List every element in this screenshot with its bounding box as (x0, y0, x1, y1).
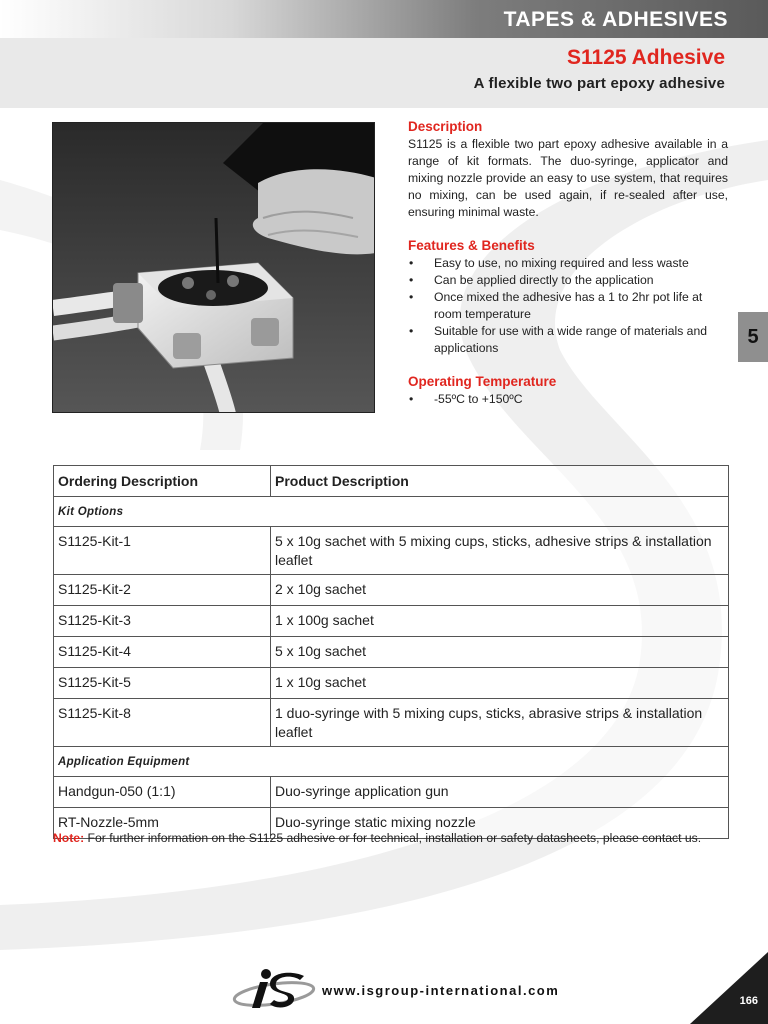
text-column (408, 118, 728, 408)
description-text: S1125 is a flexible two part epoxy adhesive available in a range of kit formats. The duo-syringe, applicator and mixing nozzle provide an easy to use system, that requires no mixing, can be used again, if re-sealed after use, ensuring minimal waste. (408, 137, 728, 219)
ordering-code: S1125-Kit-1 (54, 527, 271, 575)
operating-temperature-heading: Operating Temperature (408, 374, 557, 389)
adhesive-application-illustration (53, 123, 375, 413)
product-description: 5 x 10g sachet with 5 mixing cups, sticks, adhesive strips & installation leaflet (271, 527, 729, 575)
group-row (54, 747, 729, 777)
table-row (54, 637, 729, 668)
temperature-text: -55ºC to +150ºC (434, 392, 523, 406)
list-item (408, 289, 728, 323)
ordering-code: S1125-Kit-5 (54, 668, 271, 699)
bullet: • (409, 392, 414, 406)
ordering-code: S1125-Kit-4 (54, 637, 271, 668)
table-row (54, 606, 729, 637)
product-title: S1125 Adhesive (567, 46, 725, 69)
product-description: 1 x 10g sachet (271, 668, 729, 699)
website-url: www.isgroup-international.com (322, 983, 560, 998)
product-description: Duo-syringe application gun (271, 777, 729, 808)
feature-text: Easy to use, no mixing required and less waste (434, 256, 689, 270)
note-text: For further information on the S1125 adhesive or for technical, installation or safety datasheets, please contact us. (87, 831, 702, 845)
bullet: • (409, 324, 414, 338)
note-label: Note: (53, 831, 85, 845)
ordering-code: S1125-Kit-2 (54, 575, 271, 606)
product-description: Duo-syringe static mixing nozzle (271, 808, 729, 839)
temperature-list (408, 391, 728, 408)
list-item (408, 323, 728, 357)
product-description: 5 x 10g sachet (271, 637, 729, 668)
is-group-logo (230, 964, 318, 1016)
list-item (408, 255, 728, 272)
page-corner-triangle (690, 952, 768, 1024)
product-description: 1 x 100g sachet (271, 606, 729, 637)
section-tab: 5 (738, 312, 768, 362)
table-row (54, 527, 729, 575)
table-row (54, 575, 729, 606)
table-row (54, 699, 729, 747)
section-title: TAPES & ADHESIVES (503, 8, 728, 31)
ordering-code: RT-Nozzle-5mm (54, 808, 271, 839)
column-header-ordering: Ordering Description (54, 466, 271, 497)
product-subtitle: A flexible two part epoxy adhesive (473, 75, 725, 92)
table-row (54, 777, 729, 808)
ordering-code: Handgun-050 (1:1) (54, 777, 271, 808)
group-label-kit-options: Kit Options (54, 497, 729, 527)
features-heading: Features & Benefits (408, 238, 535, 253)
group-row (54, 497, 729, 527)
description-heading: Description (408, 119, 483, 134)
bullet: • (409, 256, 414, 270)
ordering-table (53, 465, 729, 839)
group-label-application-equipment: Application Equipment (54, 747, 729, 777)
column-header-product: Product Description (271, 466, 729, 497)
bullet: • (409, 290, 414, 304)
page-number: 166 (739, 995, 758, 1007)
ordering-code: S1125-Kit-8 (54, 699, 271, 747)
note-paragraph (53, 830, 729, 847)
product-photo (52, 122, 375, 413)
product-description: 1 duo-syringe with 5 mixing cups, sticks, abrasive strips & installation leaflet (271, 699, 729, 747)
table-row (54, 668, 729, 699)
feature-text: Can be applied directly to the application (434, 273, 654, 287)
feature-text: Suitable for use with a wide range of materials and applications (434, 324, 708, 355)
ordering-table-wrapper (53, 465, 729, 839)
list-item (408, 391, 728, 408)
product-description: 2 x 10g sachet (271, 575, 729, 606)
ordering-code: S1125-Kit-3 (54, 606, 271, 637)
features-list (408, 255, 728, 357)
table-header-row (54, 466, 729, 497)
feature-text: Once mixed the adhesive has a 1 to 2hr pot life at room temperature (434, 290, 703, 321)
list-item (408, 272, 728, 289)
bullet: • (409, 273, 414, 287)
